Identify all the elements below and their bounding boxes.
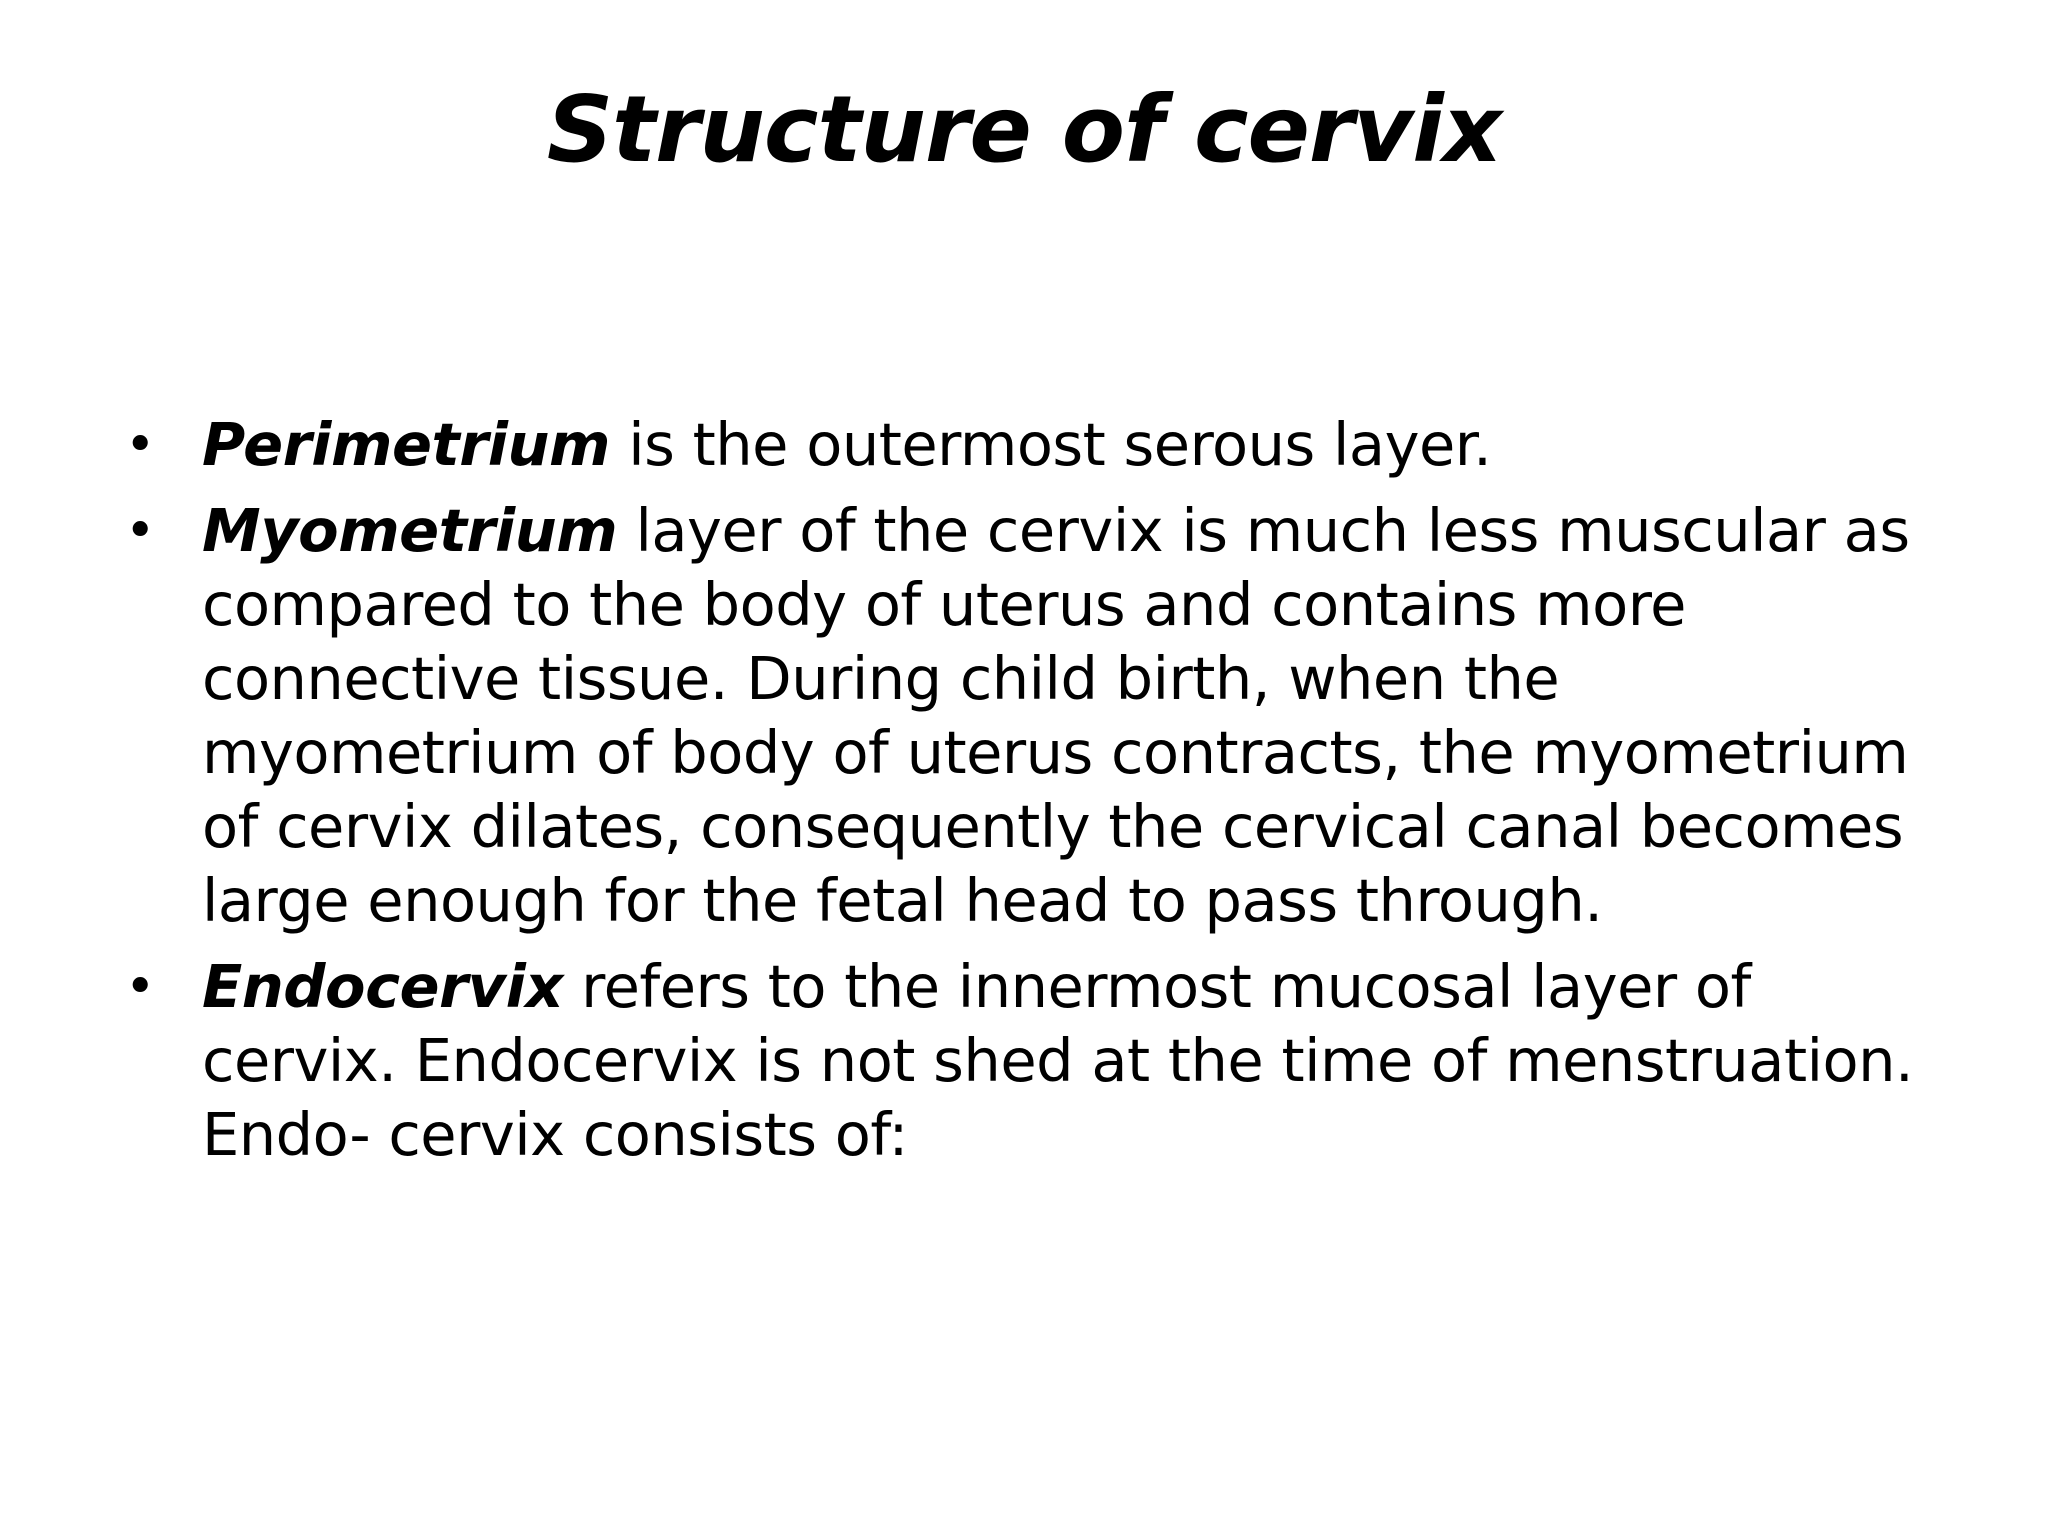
bullet-item-myometrium <box>120 494 1930 938</box>
bullet-list <box>120 408 1930 1184</box>
bullet-text: layer of the cervix is much less muscular as compared to the body of uterus and contains more connective tissue. During child birth, when the myometrium of body of uterus contracts, the myometrium of cervix dilates, consequently the cervical canal becomes large enough for the fetal head to pass through. <box>202 496 1910 935</box>
bullet-text: is the outermost serous layer. <box>610 410 1492 479</box>
bullet-text: refers to the innermost mucosal layer of cervix. Endocervix is not shed at the time of menstruation. Endo- cervix consists of: <box>202 952 1914 1169</box>
bullet-icon: • <box>124 501 156 561</box>
bullet-term: Myometrium <box>202 496 618 565</box>
slide-title: Structure of cervix <box>546 76 1502 183</box>
bullet-icon: • <box>124 415 156 475</box>
bullet-item-endocervix <box>120 950 1930 1172</box>
bullet-term: Perimetrium <box>202 410 610 479</box>
bullet-icon: • <box>124 957 156 1017</box>
bullet-item-perimetrium <box>120 408 1930 482</box>
bullet-term: Endocervix <box>202 952 563 1021</box>
